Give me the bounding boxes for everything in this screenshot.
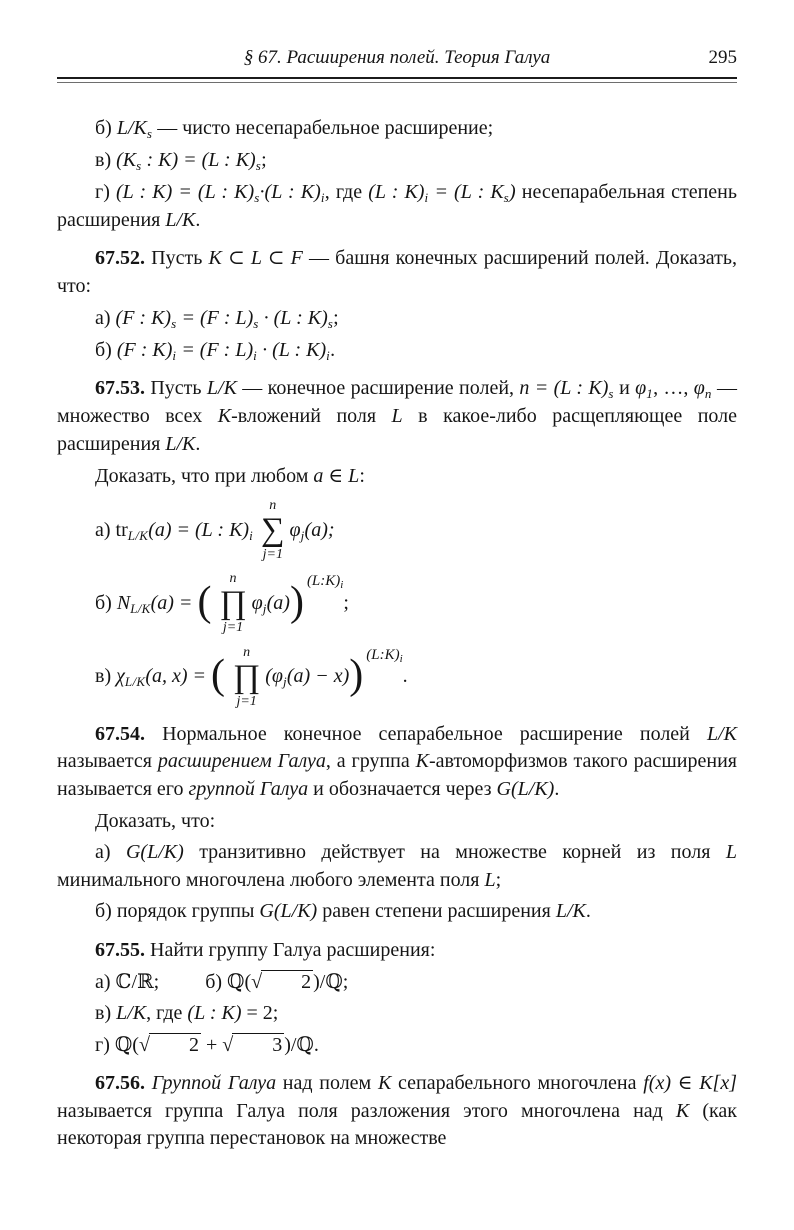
math-run: L <box>725 841 737 864</box>
text-run: г) <box>95 180 116 203</box>
math-run: χ <box>116 665 125 688</box>
text-run: в) <box>95 1002 117 1025</box>
text-run: )/ℚ. <box>284 1033 319 1056</box>
text-run: называется группа Галуа поля разложения этого многочлена над <box>57 1099 676 1122</box>
math-run: (K <box>116 148 137 171</box>
lower-limit: j=1 <box>222 620 244 636</box>
math-run: L/K <box>706 722 737 745</box>
math-run: (L : K) <box>187 1002 242 1025</box>
math-run: f(x) ∈ K[x] <box>643 1072 738 1095</box>
problem-67-54-item-b <box>57 898 737 926</box>
header-rule <box>57 77 737 83</box>
subscript: i <box>172 347 177 363</box>
problem-67-52-item-b <box>57 337 737 365</box>
math-run: G(L/K) <box>125 841 184 864</box>
text-run: и <box>613 377 636 400</box>
subscript: i <box>424 189 429 205</box>
text-run: несепарабельная степень расширения <box>57 180 737 231</box>
text-run: , а группа <box>325 750 416 773</box>
subscript: i <box>249 527 254 543</box>
text-run: б) <box>95 592 117 614</box>
upper-limit: n <box>269 498 277 514</box>
problem-67-54-item-a <box>57 839 737 894</box>
math-run: = (F : L) <box>176 338 254 361</box>
text-run: Доказать, что при любом <box>95 464 314 487</box>
sqrt-2 <box>139 1034 201 1056</box>
subscript: s <box>255 157 262 173</box>
text-run: Пусть <box>145 247 209 270</box>
subscript: L/K <box>130 601 151 616</box>
formula-inner <box>252 590 290 618</box>
text-run: (как некоторая группа перестановок на множестве <box>57 1099 738 1150</box>
running-head <box>57 46 737 70</box>
pi-icon: ∏ <box>233 658 261 695</box>
section-title: § 67. Расширения полей. Теория Галуа <box>243 47 551 68</box>
item-v-degree-equality <box>57 147 737 175</box>
subscript: s <box>254 189 260 205</box>
subscript: s <box>146 126 153 141</box>
formula-lhs <box>95 517 253 545</box>
subscript: s <box>253 315 259 331</box>
math-run: φ <box>693 377 705 400</box>
text-run: + <box>200 1033 223 1056</box>
problem-number: 67.55. <box>95 938 145 961</box>
math-run: φ <box>289 518 301 541</box>
math-run: K <box>675 1099 690 1122</box>
term-galois-group: группой Галуа <box>188 777 309 800</box>
pi-icon: ∏ <box>219 585 247 622</box>
math-run: φ <box>635 377 647 400</box>
radicand: 3 <box>232 1033 284 1056</box>
formula-end: . <box>402 665 408 688</box>
text-run: . <box>554 777 560 800</box>
math-run: n = (L : K) <box>519 377 609 400</box>
problem-number: 67.54. <box>95 722 145 745</box>
text-run: минимального многочлена любого элемента поля <box>57 868 485 891</box>
math-run: · (L : K) <box>257 338 327 361</box>
formula-end: ; <box>343 592 349 615</box>
text-run: )/ℚ; <box>313 970 349 993</box>
text-run: . <box>195 208 201 231</box>
subscript: n <box>704 386 712 402</box>
problem-number: 67.56. <box>95 1072 145 1095</box>
left-paren: ( <box>197 578 212 625</box>
math-run: (L:K) <box>306 573 341 590</box>
text-run: и обозначается через <box>308 777 497 800</box>
subscript: i <box>340 579 344 592</box>
subscript: s <box>503 189 510 205</box>
math-run: L/K <box>165 208 196 231</box>
math-run: (a) − x) <box>286 665 350 688</box>
lower-limit: j=1 <box>262 547 283 563</box>
formula-lhs <box>95 663 211 691</box>
math-run: L <box>391 405 403 428</box>
formula-char-poly <box>57 645 737 710</box>
math-run: L <box>484 868 496 891</box>
math-run: (L : K) = (L : K) <box>115 180 255 203</box>
math-run: · (L : K) <box>258 306 328 329</box>
math-run: G(L/K) <box>259 900 318 923</box>
formula-rhs <box>290 517 335 545</box>
text-run: а) <box>95 518 116 541</box>
text-run: Пусть <box>145 377 207 400</box>
math-run: = (L : K <box>428 180 504 203</box>
math-run: (a, x) = <box>145 665 212 688</box>
text-run: ; <box>261 148 267 171</box>
text-run: ; <box>333 306 339 329</box>
text-run: в какое-либо расщепляющее поле расширения <box>57 405 737 455</box>
text-run: . <box>585 900 591 923</box>
sigma-icon: ∑ <box>261 512 285 549</box>
radical-icon: √ <box>222 1033 234 1056</box>
subscript: s <box>136 157 142 173</box>
math-run: L/K <box>165 433 196 455</box>
text-run: , …, <box>653 377 694 400</box>
radicand: 2 <box>261 970 313 993</box>
radicand: 2 <box>149 1033 201 1056</box>
subscript: 1 <box>646 386 654 402</box>
math-run: K <box>415 750 429 773</box>
math-run: N <box>116 592 131 614</box>
subscript: L/K <box>124 674 146 690</box>
page-number: 295 <box>708 47 737 68</box>
text-run: Нормальное конечное сепарабельное расширение полей <box>145 722 707 745</box>
exponent <box>366 645 402 667</box>
math-run: K <box>217 405 232 428</box>
subscript: s <box>171 315 177 331</box>
subscript: i <box>326 347 331 363</box>
text-run: Найти группу Галуа расширения: <box>145 938 436 961</box>
text-run: б) порядок группы <box>95 900 260 923</box>
text-run: а) <box>95 306 116 329</box>
problem-67-54-intro <box>57 721 737 804</box>
text-run: в) <box>95 665 117 688</box>
sqrt-3 <box>222 1034 284 1056</box>
problem-67-52-intro <box>57 245 737 300</box>
product-operator <box>233 645 260 710</box>
math-run: K ⊂ L ⊂ F <box>208 247 303 270</box>
problem-67-54-prove: Доказать, что: <box>95 809 216 832</box>
math-run: (F : K) <box>115 306 172 329</box>
radical-icon: √ <box>138 1033 150 1056</box>
math-run: G(L/K) <box>496 777 555 800</box>
text-run: г) ℚ( <box>95 1033 139 1056</box>
problem-67-52-item-a <box>57 305 737 333</box>
text-run: : <box>359 464 365 487</box>
text-run: — башня конечных расширений полей. Доказать, что: <box>57 247 737 297</box>
math-run: ·(L : K) <box>259 180 321 203</box>
math-run: ) <box>509 180 516 203</box>
problem-number: 67.52. <box>95 247 145 270</box>
text-run: . <box>330 338 336 361</box>
text-run: транзитивно действует на множестве корней из поля <box>183 841 726 864</box>
text-run: . <box>195 433 201 455</box>
text-run: сепарабельного многочлена <box>391 1072 644 1095</box>
text-run: -автоморфизмов такого расширения называется его <box>57 750 737 800</box>
problem-67-53-intro <box>57 375 737 458</box>
subscript: j <box>262 601 267 616</box>
text-run: а) <box>95 841 126 864</box>
math-run: φ <box>251 592 263 614</box>
page-body <box>57 115 737 1153</box>
formula-lhs <box>95 590 197 618</box>
text-run: б) <box>95 117 117 139</box>
exponent <box>307 571 343 593</box>
math-run: (φ <box>265 665 283 688</box>
text-run: — чисто несепарабельное расширение; <box>152 117 494 139</box>
problem-67-55-items-ab <box>57 969 737 997</box>
text-run: над полем <box>276 1072 378 1095</box>
text-run: — множество всех <box>57 377 738 428</box>
upper-limit: n <box>229 571 237 587</box>
math-run: (F : K) <box>116 338 173 361</box>
text-run: , где <box>324 180 369 203</box>
math-run: (a) <box>266 592 290 614</box>
math-run: : K) = (L : K) <box>141 148 256 171</box>
problem-67-56-intro <box>57 1070 737 1153</box>
subscript: j <box>300 527 305 543</box>
problem-67-55-intro <box>57 937 737 965</box>
problem-67-53-prove <box>57 463 737 491</box>
text-run: -вложений поля <box>231 405 392 428</box>
math-run: (a) = <box>150 592 198 614</box>
math-run: L/K <box>206 377 237 400</box>
math-run: (L:K) <box>366 646 400 663</box>
formula-trace <box>57 498 737 563</box>
math-run: = (F : L) <box>176 306 254 329</box>
sum-operator <box>261 498 285 563</box>
problem-67-55-item-g <box>57 1032 737 1060</box>
right-paren: ) <box>349 652 364 699</box>
right-paren: ) <box>289 578 304 625</box>
problem-67-55-item-v <box>57 1000 737 1028</box>
text-run: б) ℚ( <box>205 970 252 993</box>
problem-number: 67.53. <box>95 377 145 400</box>
term-galois-group-of-poly: Группой Галуа <box>145 1072 277 1095</box>
formula-norm <box>57 571 737 636</box>
subscript: i <box>399 652 403 665</box>
radical-icon: √ <box>251 970 263 993</box>
math-run: (L : K) <box>368 180 425 203</box>
subscript: s <box>327 315 334 331</box>
text-run: равен степени расширения <box>317 900 556 923</box>
upper-limit: n <box>243 644 251 660</box>
text-run: называется <box>57 750 158 773</box>
item-g-degree-product <box>57 179 737 235</box>
item-b-pure-inseparable <box>57 115 737 143</box>
lower-limit: j=1 <box>236 693 257 709</box>
math-run: L/K <box>116 1002 147 1025</box>
text-run: ; <box>495 868 502 891</box>
subscript: i <box>320 189 325 205</box>
subscript: s <box>608 386 614 402</box>
math-run: L/K <box>555 900 586 923</box>
math-run: (a) = (L : K) <box>148 518 250 541</box>
text-run: в) <box>95 148 117 171</box>
text-run: = 2; <box>241 1002 279 1025</box>
math-run: a ∈ L <box>313 464 360 487</box>
math-run: L/K <box>116 117 147 139</box>
text-run: , где <box>146 1002 188 1025</box>
math-run: K <box>377 1072 392 1095</box>
subscript: L/K <box>127 527 149 543</box>
item-a-text: а) ℂ/ℝ; <box>95 970 160 993</box>
product-operator <box>219 571 246 636</box>
operator-tr: tr <box>115 518 128 541</box>
subscript: i <box>253 347 258 363</box>
left-paren: ( <box>211 652 226 699</box>
formula-inner <box>265 663 349 691</box>
subscript: j <box>282 674 287 690</box>
math-run: (a); <box>304 518 335 541</box>
term-galois-extension: расширением Галуа <box>157 750 326 773</box>
text-run: б) <box>95 338 117 361</box>
text-run: — конечное расширение полей, <box>236 377 520 400</box>
sqrt-2 <box>251 971 313 993</box>
